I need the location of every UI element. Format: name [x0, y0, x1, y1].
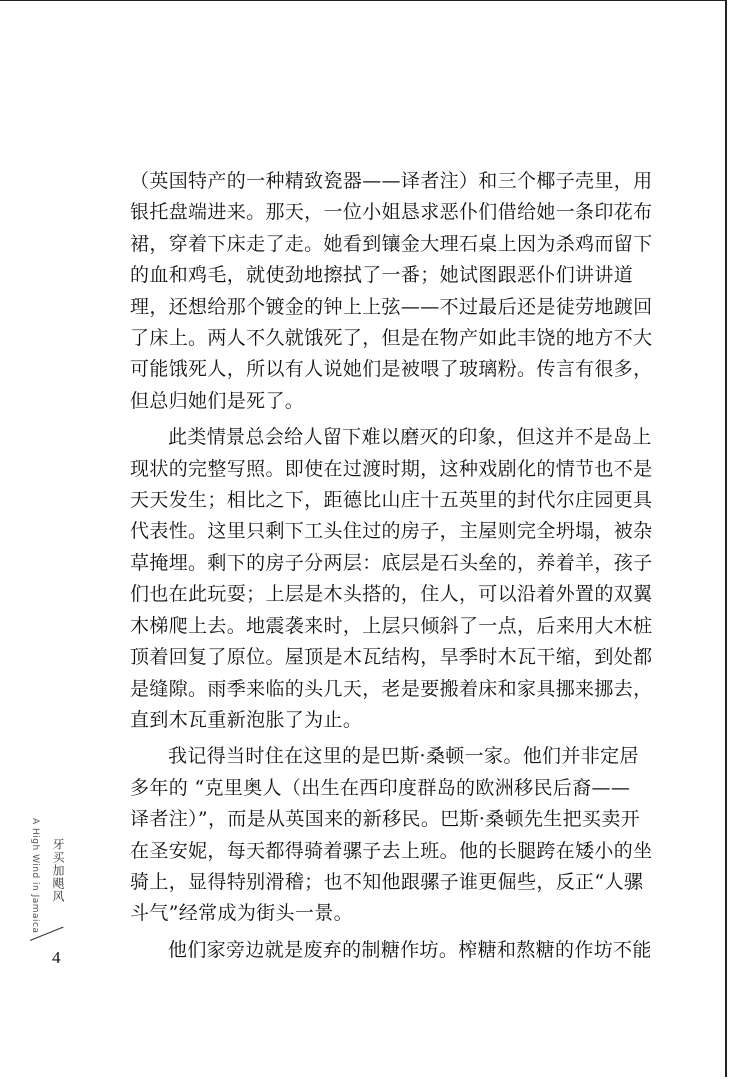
text-line: （英国特产的一种精致瓷器——译者注）和三个椰子壳里，用: [130, 170, 653, 192]
page-number: 4: [52, 948, 61, 967]
text-line: 但总归她们是死了。: [130, 389, 305, 412]
text-line: 直到木瓦重新泡胀了为止。: [130, 708, 363, 731]
text-line: 现状的完整写照。即使在过渡时期，这种戏剧化的情节也不是: [130, 457, 653, 480]
text-line: 天天发生；相比之下，距德比山庄十五英里的封代尔庄园更具: [130, 489, 653, 512]
text-line: 斗气”经常成为街头一景。: [130, 902, 353, 925]
running-title: [28, 818, 78, 934]
paragraph-3: [130, 741, 653, 929]
text-line: 我记得当时住在这里的是巴斯·桑顿一家。他们并非定居: [168, 745, 639, 768]
text-line: 多年的 “克里奥人（出生在西印度群岛的欧洲移民后裔——: [130, 776, 631, 799]
text-line: 是缝隙。雨季来临的头几天，老是要搬着床和家具挪来挪去，: [130, 677, 653, 700]
text-line: 代表性。这里只剩下工头住过的房子，主屋则完全坍塌，被杂: [130, 520, 653, 543]
text-line: 可能饿死人，所以有人说她们是被喂了玻璃粉。传言有很多，: [130, 358, 653, 381]
text-line: 们也在此玩耍；上层是木头搭的，住人，可以沿着外置的双翼: [130, 583, 653, 606]
text-line: 他们家旁边就是废弃的制糖作坊。榨糖和熬糖的作坊不能: [168, 938, 652, 961]
text-line: 译者注）”，而是从英国来的新移民。巴斯·桑顿先生把买卖开: [130, 808, 641, 831]
english-book-title: A High Wind in Jamaica: [30, 818, 40, 934]
text-line: 在圣安妮，每天都得骑着骡子去上班。他的长腿跨在矮小的坐: [130, 839, 653, 862]
text-line: 此类情景总会给人留下难以磨灭的印象，但这并不是岛上: [168, 426, 652, 449]
text-line: 草掩埋。剩下的房子分两层：底层是石头垒的，养着羊，孩子: [130, 551, 653, 574]
paragraph-1: [130, 166, 653, 417]
paragraph-4: [130, 935, 652, 966]
text-line: 裙，穿着下床走了走。她看到镶金大理石桌上因为杀鸡而留下: [130, 232, 653, 255]
text-line: 的血和鸡毛，就使劲地擦拭了一番；她试图跟恶仆们讲讲道: [130, 264, 634, 287]
body-text: [130, 166, 653, 971]
text-line: 木梯爬上去。地震袭来时，上层只倾斜了一点，后来用大木桩: [130, 614, 653, 637]
text-line: 骑上，显得特别滑稽；也不知他跟骡子谁更倔些，反正“人骡: [130, 870, 644, 893]
text-line: 银托盘端进来。那天，一位小姐恳求恶仆们借给她一条印花布: [130, 201, 653, 224]
text-line: 了床上。两人不久就饿死了，但是在物产如此丰饶的地方不大: [130, 327, 653, 350]
text-line: 顶着回复了原位。屋顶是木瓦结构，旱季时木瓦干缩，到处都: [130, 646, 653, 669]
chinese-book-title: 牙买加飓风: [51, 838, 65, 903]
text-line: 理，还想给那个镀金的钟上上弦——不过最后还是徒劳地踱回: [130, 295, 653, 318]
paragraph-2: [130, 422, 653, 736]
